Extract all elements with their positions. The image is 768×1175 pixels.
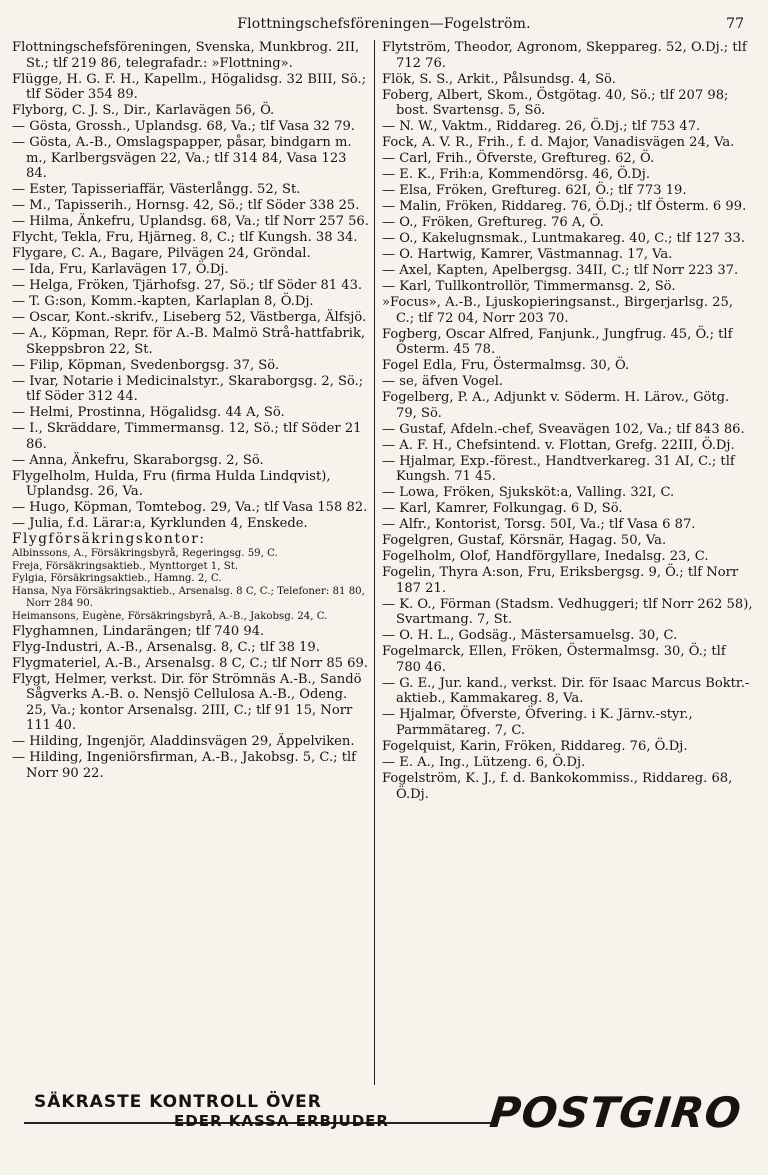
directory-entry: — I., Skräddare, Timmermansg. 12, Sö.; tlf Söder 21 86. <box>12 421 362 452</box>
directory-entry: — Lowa, Fröken, Sjuksköt:a, Valling. 32I, C. <box>382 485 675 501</box>
directory-entry: — Helmi, Prostinna, Högalidsg. 44 A, Sö. <box>12 405 285 421</box>
directory-entry: Foberg, Albert, Skom., Östgötag. 40, Sö.; tlf 207 98; bost. Svartensg. 5, Sö. <box>382 87 729 119</box>
directory-entry: Heimansons, Eugène, Försäkringsbyrå, A.-B., Jakobsg. 24, C. <box>12 611 328 623</box>
directory-entry: Fogberg, Oscar Alfred, Fanjunk., Jungfrug. 45, Ö.; tlf Österm. 45 78. <box>382 326 733 358</box>
directory-entry: — N. W., Vaktm., Riddareg. 26, Ö.Dj.; tlf 753 47. <box>382 119 701 135</box>
directory-entry: — Axel, Kapten, Apelbergsg. 34II, C.; tlf Norr 223 37. <box>382 263 739 278</box>
directory-entry: Fogelström, K. J., f. d. Bankokommiss., Riddareg. 68, Ö.Dj. <box>382 770 733 802</box>
advert-line-2: EDER KASSA ERBJUDER <box>174 1112 389 1130</box>
directory-entry: — Ester, Tapisseriaffär, Västerlångg. 52, St. <box>12 182 301 198</box>
directory-entry: Flygelholm, Hulda, Fru (firma Hulda Lindqvist), Uplandsg. 26, Va. <box>12 468 331 500</box>
directory-entry: Fock, A. V. R., Frih., f. d. Major, Vanadisvägen 24, Va. <box>382 135 735 151</box>
advert-line-1: SÄKRASTE KONTROLL ÖVER <box>34 1092 322 1112</box>
directory-entry: Flygt, Helmer, verkst. Dir. för Strömnäs A.-B., Sandö Sågverks A.-B. o. Nensjö Cellulosa A.-B., Odeng. 25, Va.; kontor Arsenalsg. 2III, C.; tlf 91 15, Norr 111 40. <box>12 671 362 734</box>
directory-entry: Flyg-Industri, A.-B., Arsenalsg. 8, C.; tlf 38 19. <box>12 639 320 655</box>
left-entries <box>12 40 370 532</box>
directory-entry: Fylgia, Försäkringsaktieb., Hamng. 2, C. <box>12 573 222 585</box>
directory-entry: — Hilding, Ingenjör, Aladdinsvägen 29, Äppelviken. <box>12 734 355 750</box>
directory-entry: — E. A., Ing., Lützeng. 6, Ö.Dj. <box>382 755 586 770</box>
right-entries <box>382 40 754 802</box>
directory-entry: — Hilding, Ingeniörsfirman, A.-B., Jakobsg. 5, C.; tlf Norr 90 22. <box>12 750 357 782</box>
directory-entry: Flyghamnen, Lindarängen; tlf 740 94. <box>12 623 265 639</box>
insurance-list <box>12 548 370 623</box>
directory-entry: — Ivar, Notarie i Medicinalstyr., Skaraborgsg. 2, Sö.; tlf Söder 312 44. <box>12 373 364 405</box>
directory-entry: Albinssons, A., Försäkringsbyrå, Regeringsg. 59, C. <box>12 547 278 559</box>
directory-entry: Flygmateriel, A.-B., Arsenalsg. 8 C, C.; tlf Norr 85 69. <box>12 655 368 671</box>
directory-entry: — Ida, Fru, Karlavägen 17, Ö.Dj. <box>12 262 229 278</box>
directory-entry: Flytström, Theodor, Agronom, Skeppareg. 52, Ö.Dj.; tlf 712 76. <box>382 40 747 71</box>
directory-entry: — Hjalmar, Exp.-förest., Handtverkareg. 31 AI, C.; tlf Kungsh. 71 45. <box>382 453 735 485</box>
directory-entry: Fogelberg, P. A., Adjunkt v. Söderm. H. Lärov., Götg. 79, Sö. <box>382 390 730 421</box>
postgiro-advert <box>24 1086 744 1144</box>
directory-entry: — Oscar, Kont.-skrifv., Liseberg 52, Västberga, Älfsjö. <box>12 310 367 326</box>
directory-entry: Flügge, H. G. F. H., Kapellm., Högalidsg. 32 BIII, Sö.; tlf Söder 354 89. <box>12 71 367 103</box>
directory-entry: — Julia, f.d. Lärar:a, Kyrklunden 4, Enskede. <box>12 516 308 532</box>
directory-entry: — O. Hartwig, Kamrer, Västmannag. 17, Va. <box>382 247 673 263</box>
directory-entry: Hansa, Nya Försäkringsaktieb., Arsenalsg. 8 C, C.; Telefoner: 81 80, Norr 284 90. <box>12 586 365 610</box>
directory-entry: — Gustaf, Afdeln.-chef, Sveavägen 102, Va.; tlf 843 86. <box>382 421 745 437</box>
directory-entry: — Elsa, Fröken, Greftureg. 62I, Ö.; tlf 773 19. <box>382 183 687 199</box>
directory-entry: — Hugo, Köpman, Tomtebog. 29, Va.; tlf Vasa 158 82. <box>12 500 368 516</box>
page-number: 77 <box>726 16 744 32</box>
directory-entry: — M., Tapisserih., Hornsg. 42, Sö.; tlf Söder 338 25. <box>12 198 360 214</box>
directory-entry: Fogel Edla, Fru, Östermalmsg. 30, Ö. <box>382 358 630 374</box>
directory-entry: — G. E., Jur. kand., verkst. Dir. för Isaac Marcus Boktr.-aktieb., Kammakareg. 8, Va. <box>382 675 750 707</box>
directory-entry: — Karl, Tullkontrollör, Timmermansg. 2, Sö. <box>382 278 676 294</box>
directory-entry: — se, äfven Vogel. <box>382 374 504 390</box>
directory-entry: — Gösta, Grossh., Uplandsg. 68, Va.; tlf Vasa 32 79. <box>12 119 355 135</box>
column-divider <box>374 40 375 1085</box>
directory-entry: — Alfr., Kontorist, Torsg. 50I, Va.; tlf Vasa 6 87. <box>382 517 696 533</box>
insurance-heading: Flygförsäkringskontor: <box>12 531 206 548</box>
directory-entry: Flottningschefsföreningen, Svenska, Munkbrog. 2II, St.; tlf 219 86, telegrafadr.: »Flottning». <box>12 40 360 71</box>
directory-entry: — Hjalmar, Öfverste, Öfvering. i K. Järnv.-styr., Parmmätareg. 7, C. <box>382 707 693 739</box>
directory-entry: Flyborg, C. J. S., Dir., Karlavägen 56, Ö. <box>12 103 275 119</box>
directory-entry: Flygare, C. A., Bagare, Pilvägen 24, Gröndal. <box>12 246 311 262</box>
directory-entry: — A., Köpman, Repr. för A.-B. Malmö Strå-hattfabrik, Skeppsbron 22, St. <box>12 326 366 357</box>
directory-entry: — Carl, Frih., Öfverste, Greftureg. 62, Ö. <box>382 151 655 167</box>
directory-entry: »Focus», A.-B., Ljuskopieringsanst., Birgerjarlsg. 25, C.; tlf 72 04, Norr 203 70. <box>382 294 733 326</box>
left-entries-end <box>12 624 370 782</box>
left-column <box>12 40 370 1085</box>
directory-entry: Fogelin, Thyra A:son, Fru, Eriksbergsg. 9, Ö.; tlf Norr 187 21. <box>382 565 739 596</box>
directory-entry: — Helga, Fröken, Tjärhofsg. 27, Sö.; tlf Söder 81 43. <box>12 278 363 294</box>
right-column <box>382 40 754 1085</box>
directory-entry: — T. G:son, Komm.-kapten, Karlaplan 8, Ö.Dj. <box>12 294 314 310</box>
directory-entry: — K. O., Förman (Stadsm. Vedhuggeri; tlf Norr 262 58), Svartmang. 7, St. <box>382 596 753 628</box>
postgiro-logo: POSTGIRO <box>487 1088 745 1137</box>
directory-entry: Fogelholm, Olof, Handförgyllare, Inedalsg. 23, C. <box>382 549 709 565</box>
directory-entry: — A. F. H., Chefsintend. v. Flottan, Grefg. 22III, Ö.Dj. <box>382 437 735 453</box>
directory-entry: — E. K., Frih:a, Kommendörsg. 46, Ö.Dj. <box>382 167 651 183</box>
directory-entry: Freja, Försäkringsaktieb., Mynttorget 1, St. <box>12 560 239 572</box>
directory-entry: — Malin, Fröken, Riddareg. 76, Ö.Dj.; tlf Österm. 6 99. <box>382 199 747 215</box>
directory-entry: Fogelmarck, Ellen, Fröken, Östermalmsg. 30, Ö.; tlf 780 46. <box>382 644 726 675</box>
directory-entry: Fogelquist, Karin, Fröken, Riddareg. 76, Ö.Dj. <box>382 739 688 755</box>
directory-entry: — Hilma, Änkefru, Uplandsg. 68, Va.; tlf Norr 257 56. <box>12 214 369 230</box>
directory-entry: — O., Fröken, Greftureg. 76 A, Ö. <box>382 215 604 231</box>
running-head: Flottningschefsföreningen—Fogelström. <box>237 16 531 32</box>
directory-entry: — Gösta, A.-B., Omslagspapper, påsar, bindgarn m. m., Karlbergsvägen 22, Va.; tlf 314 84, Vasa 123 84. <box>12 135 352 182</box>
directory-entry: Fogelgren, Gustaf, Körsnär, Hagag. 50, Va. <box>382 533 667 549</box>
page-header <box>0 16 768 38</box>
directory-entry: — Karl, Kamrer, Folkungag. 6 D, Sö. <box>382 501 623 517</box>
directory-entry: — Anna, Änkefru, Skaraborgsg. 2, Sö. <box>12 452 264 468</box>
directory-entry: — O. H. L., Godsäg., Mästersamuelsg. 30, C. <box>382 628 678 644</box>
directory-entry: Flök, S. S., Arkit., Pålsundsg. 4, Sö. <box>382 71 616 87</box>
directory-entry: — Filip, Köpman, Svedenborgsg. 37, Sö. <box>12 357 280 373</box>
directory-entry: Flycht, Tekla, Fru, Hjärneg. 8, C.; tlf Kungsh. 38 34. <box>12 230 358 246</box>
directory-entry: — O., Kakelugnsmak., Luntmakareg. 40, C.; tlf 127 33. <box>382 231 745 247</box>
